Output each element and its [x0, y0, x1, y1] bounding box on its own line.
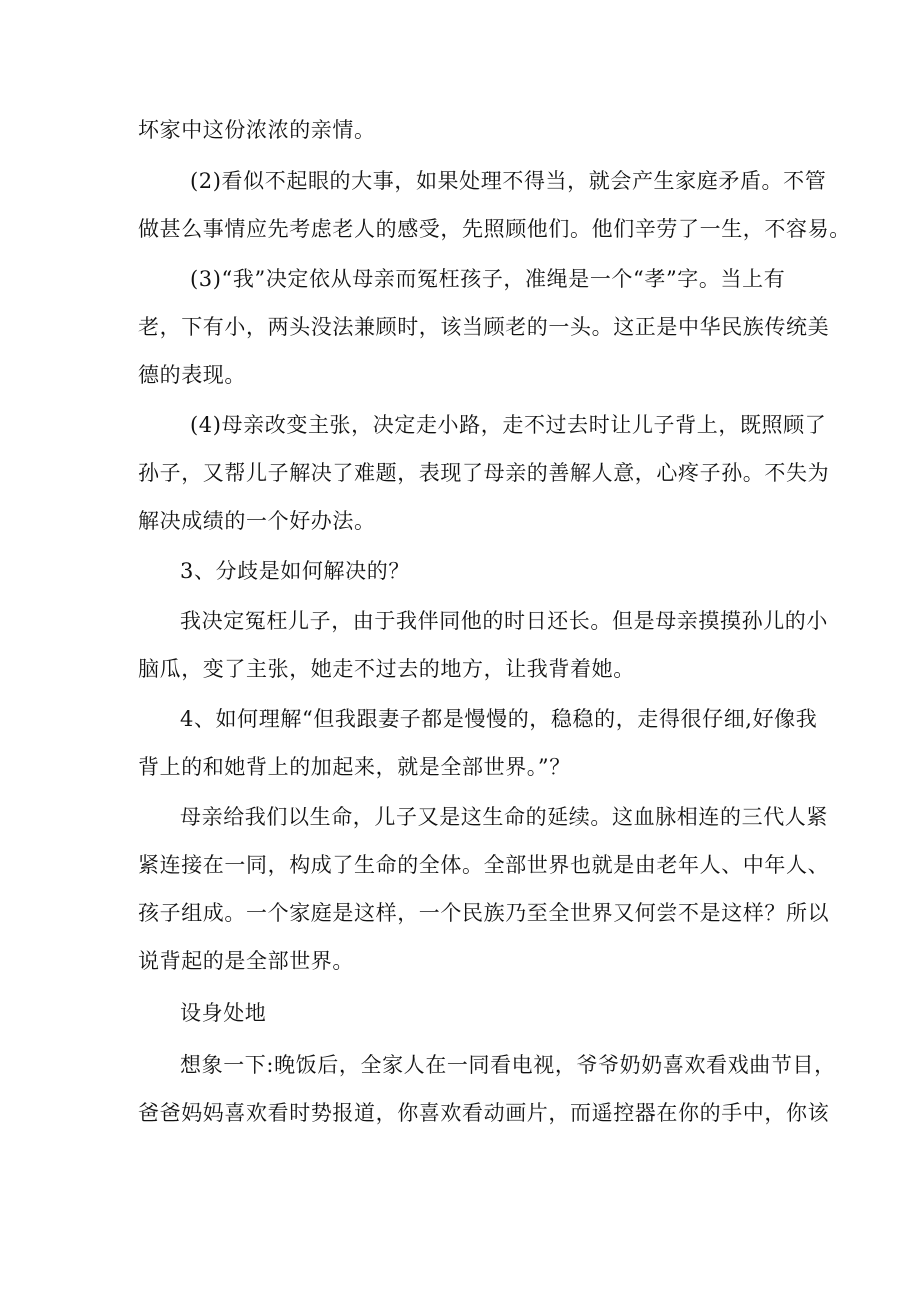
text-line: (2)看似不起眼的大事，如果处理不得当，就会产生家庭矛盾。不管 [190, 169, 827, 193]
text-line: 我决定冤枉儿子，由于我伴同他的时日还长。但是母亲摸摸孙儿的小 [180, 609, 828, 633]
text-line: 解决成绩的一个好办法。 [138, 509, 376, 533]
text-line: 孩子组成。一个家庭是这样，一个民族乃至全世界又何尝不是这样？所以 [138, 901, 830, 925]
text-line: 爸爸妈妈喜欢看时势报道，你喜欢看动画片，而遥控器在你的手中，你该 [138, 1101, 830, 1125]
text-line: 想象一下:晚饭后，全家人在一同看电视，爷爷奶奶喜欢看戏曲节目， [180, 1053, 836, 1077]
scenario-paragraph [138, 1041, 836, 1137]
paragraph-point-4 [138, 401, 830, 545]
paragraph-point-3 [138, 255, 830, 399]
text-line: 设身处地 [180, 1001, 267, 1025]
text-line: 孙子，又帮儿子解决了难题，表现了母亲的善解人意，心疼子孙。不失为 [138, 461, 830, 485]
text-line: 母亲给我们以生命，儿子又是这生命的延续。这血脉相连的三代人紧 [180, 805, 828, 829]
text-line: 4、如何理解“但我跟妻子都是慢慢的，稳稳的，走得很仔细,好像我 [180, 707, 818, 731]
text-line: 德的表现。 [138, 363, 246, 387]
text-line: 背上的和她背上的加起来，就是全部世界。”？ [138, 755, 571, 779]
section-heading [138, 989, 798, 1037]
question-4-paragraph [138, 695, 818, 791]
answer-3-paragraph [138, 597, 828, 693]
text-line: 紧连接在一同，构成了生命的全体。全部世界也就是由老年人、中年人、 [138, 853, 830, 877]
paragraph-point-2 [138, 157, 851, 253]
text-line: 做甚么事情应先考虑老人的感受，先照顾他们。他们辛劳了一生，不容易。 [138, 217, 851, 241]
answer-4-paragraph [138, 793, 830, 985]
text-line: 说背起的是全部世界。 [138, 949, 354, 973]
text-line: 老，下有小，两头没法兼顾时，该当顾老的一头。这正是中华民族传统美 [138, 315, 830, 339]
text-line: (3)“我”决定依从母亲而冤枉孩子，准绳是一个“孝”字。当上有 [190, 267, 786, 291]
text-line: 脑瓜，变了主张，她走不过去的地方，让我背着她。 [138, 657, 635, 681]
text-line: 坏家中这份浓浓的亲情。 [138, 118, 376, 142]
paragraph-continuation [138, 106, 798, 154]
text-line: (4)母亲改变主张，决定走小路，走不过去时让儿子背上，既照顾了 [190, 413, 827, 437]
text-line: 3、分歧是如何解决的？ [180, 559, 410, 583]
question-3-heading [138, 547, 798, 595]
